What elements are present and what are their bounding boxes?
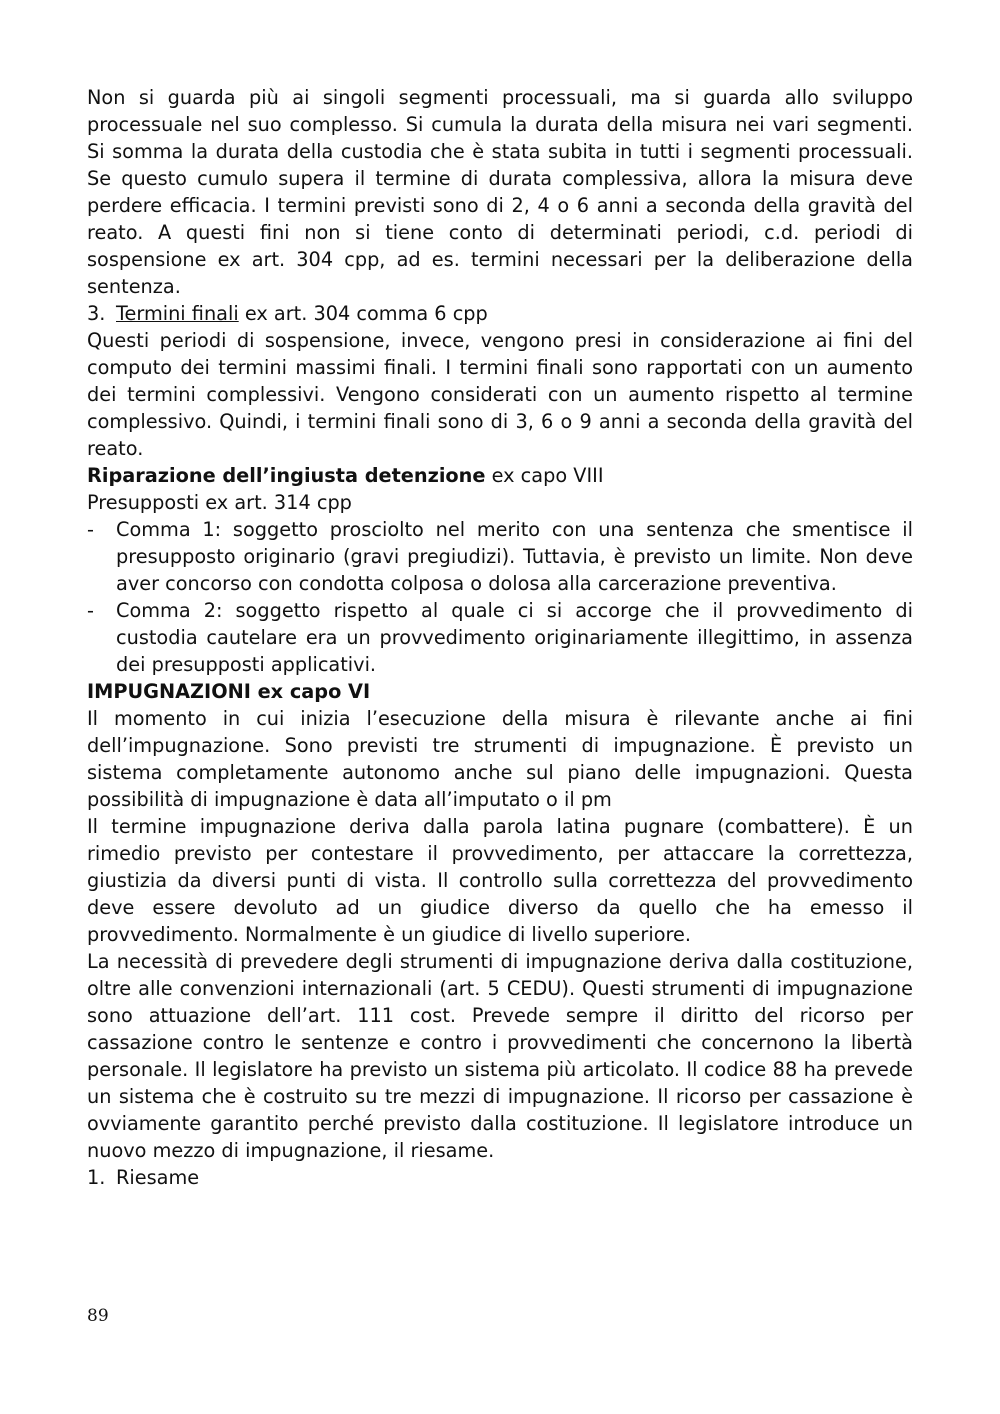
bullet-dash: - — [87, 518, 94, 541]
item-text: Riesame — [116, 1166, 200, 1189]
numbered-item-riesame — [87, 1164, 913, 1191]
bullet-item — [87, 516, 913, 597]
document-body — [87, 84, 913, 1191]
numbered-item-termini-finali — [87, 300, 913, 327]
bullet-dash: - — [87, 599, 94, 622]
section-heading-impugnazioni: IMPUGNAZIONI ex capo VI — [87, 680, 371, 703]
item-rest: ex art. 304 comma 6 cpp — [238, 302, 488, 325]
paragraph-cumulo: Non si guarda più ai singoli segmenti processuali, ma si guarda allo sviluppo processuale nel suo complesso. Si cumula la durata della misura nei vari segmenti. Si somma la durata della custodia che è stata subita in tutti i segmenti processuali. Se questo cumulo supera il termine di durata complessiva, allora la misura deve perdere efficacia. I termini previsti sono di 2, 4 o 6 anni a seconda della gravità del reato. A questi fini non si tiene conto di determinati periodi, c.d. periodi di sospensione ex art. 304 cpp, ad es. termini necessari per la deliberazione della sentenza. — [87, 86, 913, 298]
heading-bold: Riparazione dell’ingiusta detenzione — [87, 464, 486, 487]
paragraph-impugnazioni-1: Il momento in cui inizia l’esecuzione della misura è rilevante anche ai fini dell’impugnazione. Sono previsti tre strumenti di impugnazione. È previsto un sistema completamente autonomo anche sul piano delle impugnazioni. Questa possibilità di impugnazione è data all’imputato o il pm — [87, 707, 913, 811]
heading-rest: ex capo VIII — [485, 464, 604, 487]
bullet-item — [87, 597, 913, 678]
presupposti-line: Presupposti ex art. 314 cpp — [87, 491, 352, 514]
item-underlined-title: Termini finali — [116, 302, 239, 325]
bullet-text: Comma 2: soggetto rispetto al quale ci si accorge che il provvedimento di custodia cautelare era un provvedimento originariamente illegittimo, in assenza dei presupposti applicativi. — [116, 599, 913, 676]
bullet-list — [87, 516, 913, 678]
section-heading-riparazione — [87, 462, 913, 489]
paragraph-sospensione: Questi periodi di sospensione, invece, vengono presi in considerazione ai fini del computo dei termini massimi finali. I termini finali sono rapportati con un aumento dei termini complessivi. Vengono considerati con un aumento rispetto al termine complessivo. Quindi, i termini finali sono di 3, 6 o 9 anni a seconda della gravità del reato. — [87, 329, 913, 460]
item-number: 3. — [87, 302, 106, 325]
paragraph-impugnazioni-3: La necessità di prevedere degli strumenti di impugnazione deriva dalla costituzione, oltre alle convenzioni internazionali (art. 5 CEDU). Questi strumenti di impugnazione sono attuazione dell’art. 111 cost. Prevede sempre il diritto del ricorso per cassazione contro le sentenze e contro i provvedimenti che concernono la libertà personale. Il legislatore ha previsto un sistema più articolato. Il codice 88 ha prevede un sistema che è costruito su tre mezzi di impugnazione. Il ricorso per cassazione è ovviamente garantito perché previsto dalla costituzione. Il legislatore introduce un nuovo mezzo di impugnazione, il riesame. — [87, 950, 913, 1162]
item-number: 1. — [87, 1166, 106, 1189]
page-number: 89 — [87, 1306, 109, 1326]
bullet-text: Comma 1: soggetto prosciolto nel merito con una sentenza che smentisce il presupposto originario (gravi pregiudizi). Tuttavia, è previsto un limite. Non deve aver concorso con condotta colposa o dolosa alla carcerazione preventiva. — [116, 518, 913, 595]
paragraph-impugnazioni-2: Il termine impugnazione deriva dalla parola latina pugnare (combattere). È un rimedio previsto per contestare il provvedimento, per attaccare la correttezza, giustizia da diversi punti di vista. Il controllo sulla correttezza del provvedimento deve essere devoluto ad un giudice diverso da quello che ha emesso il provvedimento. Normalmente è un giudice di livello superiore. — [87, 815, 913, 946]
